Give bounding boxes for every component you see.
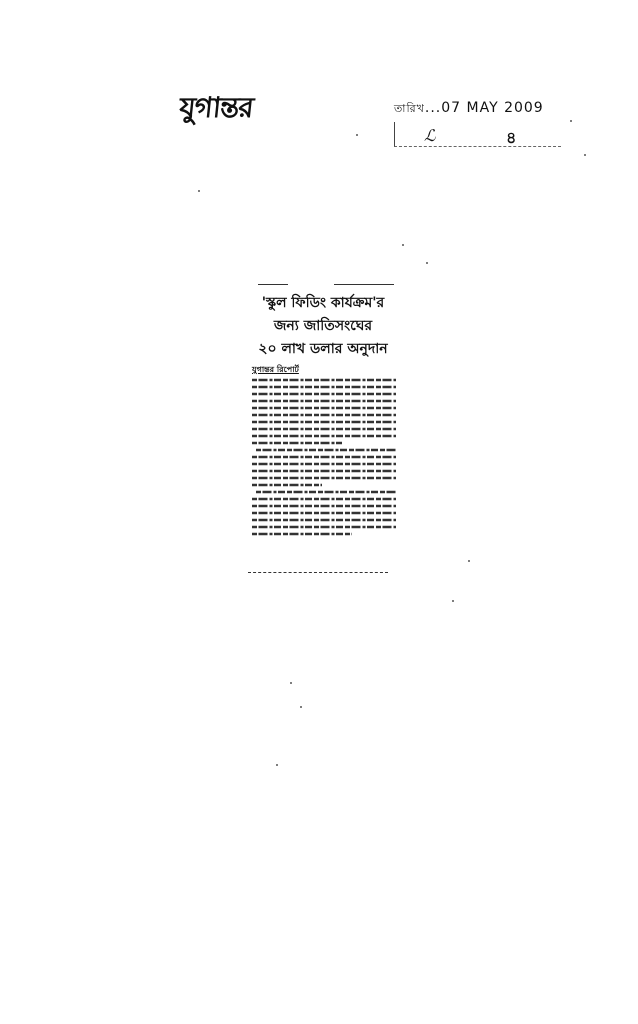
scan-speck	[290, 682, 292, 684]
news-clipping	[248, 284, 398, 584]
headline-line-3: ২০ লাখ ডলার অনুদান	[258, 341, 388, 357]
headline-line-1: 'স্কুল ফিডিং কার্যক্রম'র	[261, 295, 385, 311]
scan-speck	[468, 560, 470, 562]
scan-speck	[276, 764, 278, 766]
headline-line-2: জন্য জাতিসংঘের	[273, 318, 373, 334]
date-row	[394, 100, 544, 119]
handwritten-signature: ℒ	[424, 126, 436, 145]
scan-speck	[426, 262, 428, 264]
article-byline: যুগান্তর রিপোর্ট	[252, 365, 299, 374]
article-body-illegible	[252, 376, 396, 569]
date-stamp	[394, 100, 570, 150]
scan-speck	[570, 120, 572, 122]
stamp-box	[394, 122, 561, 147]
page-number: ৪	[506, 128, 517, 147]
date-value: 07 MAY 2009	[441, 100, 544, 116]
scan-speck	[198, 190, 200, 192]
scan-speck	[300, 706, 302, 708]
scan-speck	[356, 134, 358, 136]
scan-speck	[402, 244, 404, 246]
clipping-top-rule-left	[258, 284, 288, 285]
scan-speck	[452, 600, 454, 602]
date-dots: ...	[424, 100, 442, 116]
clipping-bottom-rule	[248, 572, 388, 577]
clipping-top-rule-right	[334, 284, 394, 285]
article-headline	[248, 292, 398, 361]
newspaper-masthead: যুগান্তর	[177, 91, 255, 124]
date-label: তারিখ	[394, 102, 425, 115]
illegible-body-lines	[252, 376, 396, 566]
scan-speck	[584, 154, 586, 156]
